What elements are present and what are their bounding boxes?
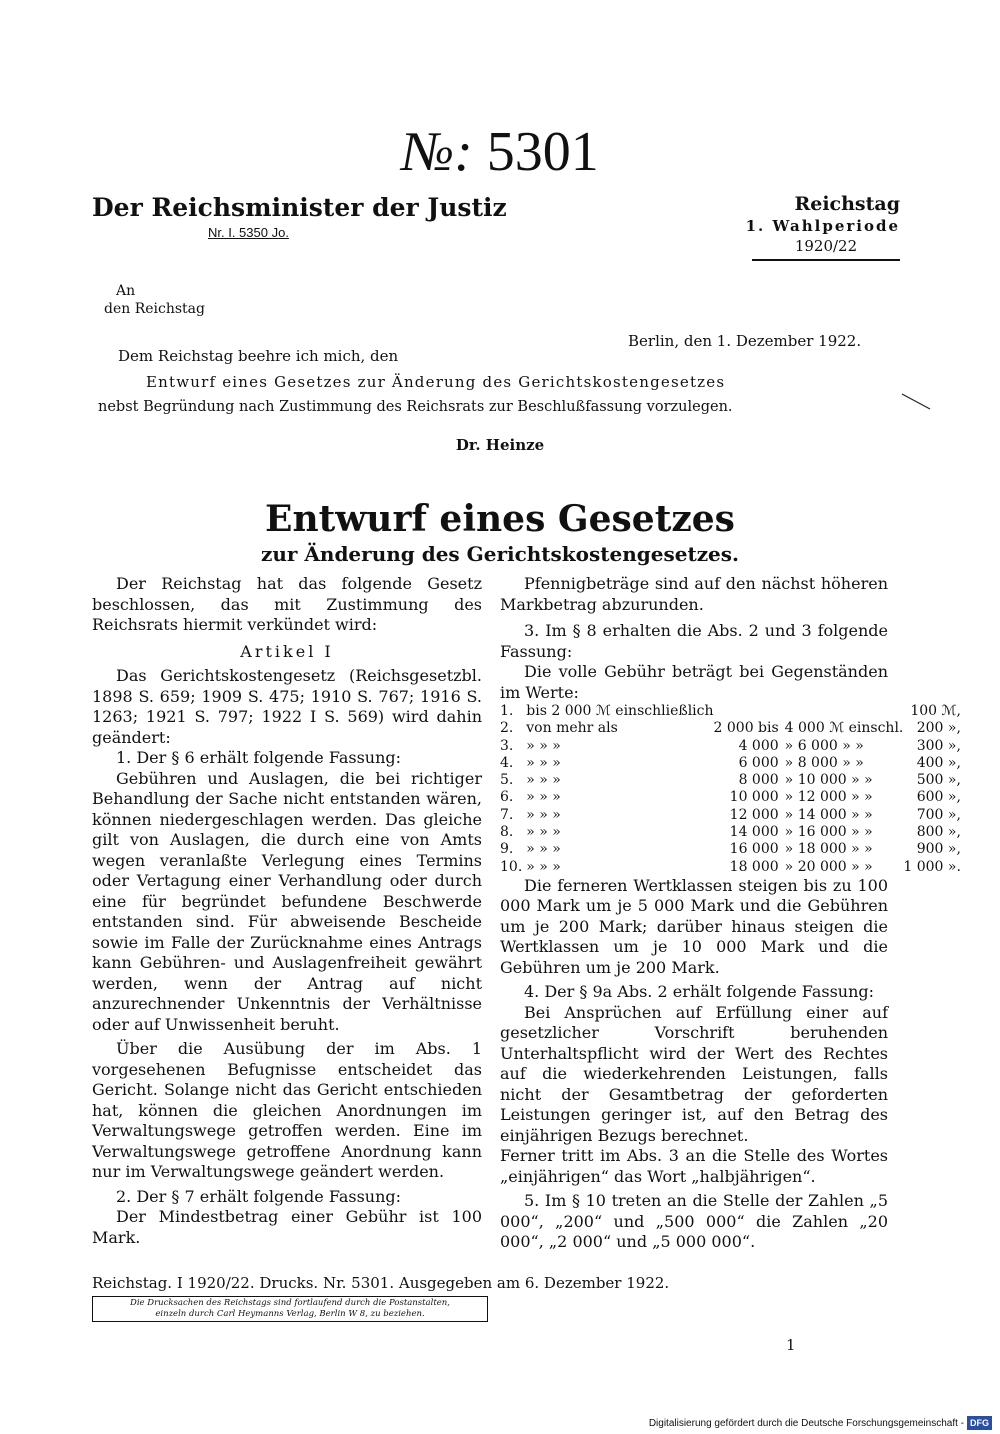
period-years: 1920/22 — [752, 236, 900, 261]
distribution-notice — [92, 1296, 488, 1322]
ministry-heading: Der Reichsminister der Justiz — [92, 193, 507, 222]
reichstag-box — [740, 192, 900, 261]
fee-table-row — [500, 807, 961, 824]
digitization-text: Digitalisierung gefördert durch die Deutsche Forschungsgemeinschaft - — [648, 1418, 964, 1429]
fee-row-range-start: » » » — [526, 737, 561, 754]
fee-row-number: 4. — [500, 754, 514, 771]
fee-table-row — [500, 720, 961, 737]
fee-row-upper-bound: 4 000 ℳ einschl. — [784, 720, 904, 737]
fee-row-lower-bound: 10 000 — [729, 789, 779, 806]
fee-row-amount: 800 », — [916, 824, 961, 841]
fee-table-row — [500, 755, 961, 772]
fee-row-amount: 700 », — [916, 806, 961, 823]
fee-row-lower-bound: 18 000 — [729, 858, 779, 875]
fee-row-amount: 200 », — [916, 720, 961, 737]
fee-row-amount: 300 », — [916, 737, 961, 754]
signature: Dr. Heinze — [455, 436, 545, 454]
fee-table-row — [500, 703, 961, 720]
footer-line: Reichstag. I 1920/22. Drucks. Nr. 5301. Ausgegeben am 6. Dezember 1922. — [92, 1274, 670, 1292]
fee-row-amount: 100 ℳ, — [910, 703, 961, 719]
digitization-credit — [649, 1416, 992, 1431]
fee-table-row — [500, 789, 961, 806]
fee-row-range-start: von mehr als — [526, 720, 618, 737]
place-date: Berlin, den 1. Dezember 1922. — [628, 332, 862, 350]
left-column — [92, 574, 482, 1248]
dfg-logo: DFG — [967, 1416, 992, 1430]
document-number — [0, 122, 1000, 182]
rounding-paragraph: Pfennigbeträge sind auf den nächst höheren Markbetrag abzurunden. — [500, 574, 888, 614]
fee-row-range-start: » » » — [526, 806, 561, 823]
item-4-heading: 4. Der § 9a Abs. 2 erhält folgende Fassung: — [524, 982, 875, 1002]
item-3-heading: 3. Im § 8 erhalten die Abs. 2 und 3 folgende Fassung: — [500, 621, 888, 661]
fee-row-upper-bound: » 12 000 » » — [784, 789, 873, 806]
letter-line-3: nebst Begründung nach Zustimmung des Reichsrats zur Beschlußfassung vorzulegen. — [98, 399, 733, 415]
fee-table-row — [500, 824, 961, 841]
section-7-text: Der Mindestbetrag einer Gebühr ist 100 Mark. — [92, 1207, 482, 1247]
number-value: 5301 — [486, 121, 599, 183]
fee-row-range-start: » » » — [526, 789, 561, 806]
fee-row-lower-bound: 12 000 — [729, 806, 779, 823]
fee-row-amount: 400 », — [916, 754, 961, 771]
fee-row-lower-bound — [714, 703, 785, 720]
fee-row-lower-bound: 6 000 — [738, 754, 779, 771]
letter-line-2: Entwurf eines Gesetzes zur Änderung des Gerichtskostengesetzes — [146, 373, 726, 391]
fee-row-lower-bound: 8 000 — [738, 772, 779, 789]
notice-line-2: einzeln durch Carl Heymanns Verlag, Berlin W 8, zu beziehen. — [155, 1309, 425, 1319]
item-1-heading: 1. Der § 6 erhält folgende Fassung: — [116, 748, 402, 767]
address-line-1: An — [116, 283, 136, 299]
article-heading: Artikel I — [240, 641, 334, 661]
right-column — [500, 574, 961, 1253]
fee-table-row — [500, 841, 961, 858]
fee-row-upper-bound: » 10 000 » » — [784, 772, 873, 789]
fee-row-upper-bound: » 14 000 » » — [784, 806, 873, 823]
fee-row-amount: 1 000 ». — [903, 858, 961, 875]
fee-row-number: 3. — [500, 737, 514, 754]
fee-row-lower-bound: 2 000 bis — [713, 720, 779, 737]
fee-table-row — [500, 859, 961, 876]
pen-stroke-mark — [900, 392, 932, 412]
fee-row-range-start: » » » — [526, 772, 561, 789]
notice-line-1: Die Drucksachen des Reichstags sind fortlaufend durch die Postanstalten, — [130, 1298, 450, 1308]
address-line-2: den Reichstag — [104, 301, 205, 317]
page-number: 1 — [786, 1336, 796, 1354]
fee-row-number: 7. — [500, 806, 514, 823]
fee-row-upper-bound: » 16 000 » » — [784, 824, 873, 841]
fee-row-upper-bound: » 6 000 » » — [784, 737, 864, 754]
fee-row-amount: 900 », — [916, 841, 961, 858]
ministry-reference: Nr. I. 5350 Jo. — [208, 225, 289, 240]
section-9a-text: Bei Ansprüchen auf Erfüllung einer auf gesetzlicher Vorschrift beruhenden Unterhaltspflicht wird der Wert des Rechtes auf die wiederkehrenden Leistungen, falls nicht der Gesamtbetrag der geforderten Leistungen geringer ist, auf den Betrag des einjährigen Bezugs berechnet. — [500, 1002, 888, 1145]
section-6-paragraph-2: Über die Ausübung der im Abs. 1 vorgesehenen Befugnisse entscheidet das Gericht. Solange nicht das Gericht entschieden hat, können die gleichen Anordnungen im Verwaltungswege getroffen werden. Eine im Verwaltungswege getroffene Anordnung kann nur im Verwaltungswege geändert werden. — [92, 1039, 482, 1181]
fee-table — [500, 703, 961, 876]
fee-row-upper-bound: » 18 000 » » — [784, 841, 873, 858]
fee-row-range-start: » » » — [526, 841, 561, 858]
fee-row-number: 1. — [500, 703, 514, 719]
fee-row-lower-bound: 16 000 — [729, 841, 779, 858]
number-sign: №: — [401, 121, 473, 183]
fee-row-upper-bound: » 8 000 » » — [784, 754, 864, 771]
fee-row-amount: 600 », — [916, 789, 961, 806]
fee-row-range-start: » » » — [526, 824, 561, 841]
fee-row-range-start: » » » — [526, 858, 561, 875]
fee-row-range-start: bis 2 000 ℳ einschließlich — [526, 703, 714, 719]
reichstag-label: Reichstag — [794, 193, 900, 215]
fee-intro: Die volle Gebühr beträgt bei Gegenständen im Werte: — [500, 662, 888, 702]
fee-row-number: 6. — [500, 789, 514, 806]
fee-row-amount: 500 », — [916, 772, 961, 789]
letter-line-1: Dem Reichstag beehre ich mich, den — [118, 347, 399, 365]
document-subtitle: zur Änderung des Gerichtskostengesetzes. — [260, 542, 740, 566]
fee-row-number: 5. — [500, 772, 514, 789]
fee-row-upper-bound: » 20 000 » » — [784, 858, 873, 875]
fee-row-number: 10. — [500, 858, 523, 875]
wahlperiode-label: 1. Wahlperiode — [745, 217, 900, 235]
fee-row-number: 2. — [500, 720, 514, 737]
fee-table-row — [500, 738, 961, 755]
fee-table-row — [500, 772, 961, 789]
fee-row-lower-bound: 14 000 — [729, 824, 779, 841]
section-6-text: Gebühren und Auslagen, die bei richtiger Behandlung der Sache nicht entstanden wären, können niedergeschlagen werden. Das gleiche gilt von Auslagen, die durch eine von Amts wegen veranlaßte Verlegung eines Termins oder Vertagung einer Verhandlung oder durch eine für begründet befundene Beschwerde entstanden sind. Für abweisende Bescheide sowie im Falle der Zurücknahme eines Antrags kann Gebühren- und Auslagenfreiheit gewährt werden, wenn der Antrag auf nicht anzurechnender Unkenntnis der Verhältnisse oder auf Unwissenheit beruht. — [92, 768, 482, 1034]
fee-row-upper-bound — [785, 703, 904, 720]
fee-row-range-start: » » » — [526, 754, 561, 771]
document-title: Entwurf eines Gesetzes — [265, 498, 735, 540]
fee-row-number: 8. — [500, 824, 514, 841]
item-5-text: 5. Im § 10 treten an die Stelle der Zahlen „5 000“, „200“ und „500 000“ die Zahlen „20 000“, „2 000“ und „5 000 000“. — [500, 1191, 888, 1252]
intro-paragraph: Der Reichstag hat das folgende Gesetz beschlossen, das mit Zustimmung des Reichsrats hiermit verkündet wird: — [92, 574, 482, 634]
section-9a-abs-3: Ferner tritt im Abs. 3 an die Stelle des Wortes „einjährigen“ das Wort „halbjährigen“. — [500, 1146, 888, 1186]
value-classes-paragraph: Die ferneren Wertklassen steigen bis zu 100 000 Mark um je 5 000 Mark und die Gebühren um je 200 Mark; darüber hinaus steigen die Wertklassen um je 10 000 Mark und die Gebühren um je 200 Mark. — [500, 875, 888, 977]
fee-row-number: 9. — [500, 841, 514, 858]
item-2-heading: 2. Der § 7 erhält folgende Fassung: — [116, 1186, 402, 1206]
fee-row-lower-bound: 4 000 — [738, 737, 779, 754]
paragraph-amendment: Das Gerichtskostengesetz (Reichsgesetzbl. 1898 S. 659; 1909 S. 475; 1910 S. 767; 1916 S. 1263; 1921 S. 797; 1922 I S. 569) wird dahin geändert: — [92, 666, 482, 747]
